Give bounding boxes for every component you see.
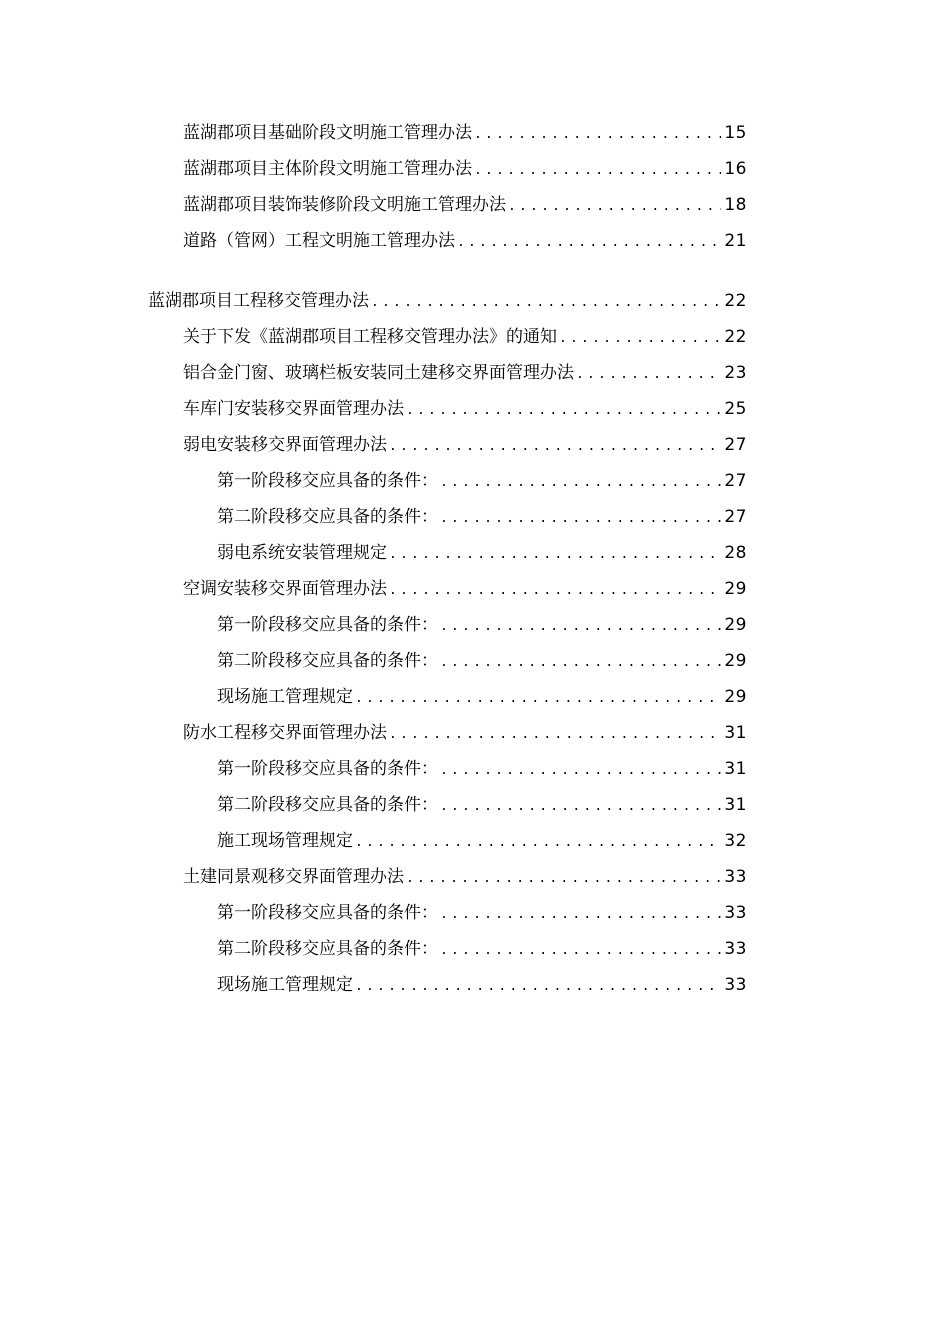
toc-dot-leader [389,537,721,573]
toc-dot-leader [355,969,721,1005]
toc-dot-leader [389,717,721,753]
toc-subentry[interactable] [0,931,950,967]
toc-entry-page: 29 [724,651,747,671]
toc-subentry[interactable] [0,463,950,499]
toc-dot-leader [457,225,721,261]
toc-entry-title: 现场施工管理规定 [217,975,353,995]
toc-entry[interactable] [0,151,950,187]
toc-entry[interactable] [0,859,950,895]
toc-entry-page: 33 [724,867,747,887]
toc-entry-title: 弱电安装移交界面管理办法 [183,435,387,455]
toc-dot-leader [474,117,721,153]
toc-dot-leader [355,681,721,717]
toc-entry-title: 第二阶段移交应具备的条件： [217,507,438,527]
toc-entry-title: 蓝湖郡项目基础阶段文明施工管理办法 [183,123,472,143]
toc-entry-page: 29 [724,615,747,635]
toc-entry-page: 28 [724,543,747,563]
toc-entry-title: 第二阶段移交应具备的条件： [217,651,438,671]
toc-entry-title: 现场施工管理规定 [217,687,353,707]
toc-subentry[interactable] [0,679,950,715]
toc-entry[interactable] [0,355,950,391]
toc-dot-leader [440,501,721,537]
toc-entry-title: 蓝湖郡项目主体阶段文明施工管理办法 [183,159,472,179]
toc-dot-leader [440,465,721,501]
toc-dot-leader [371,285,721,321]
toc-entry-page: 15 [724,123,747,143]
toc-entry-page: 27 [724,471,747,491]
toc-entry-title: 第一阶段移交应具备的条件： [217,471,438,491]
toc-entry[interactable] [0,571,950,607]
toc-dot-leader [508,189,721,225]
toc-entry-title: 关于下发《蓝湖郡项目工程移交管理办法》的通知 [183,327,557,347]
toc-entry-page: 29 [724,687,747,707]
toc-entry-page: 21 [724,231,747,251]
toc-subentry[interactable] [0,643,950,679]
toc-dot-leader [576,357,721,393]
toc-entry-page: 32 [724,831,747,851]
toc-entry-title: 第一阶段移交应具备的条件： [217,903,438,923]
toc-dot-leader [440,789,721,825]
toc-dot-leader [440,933,721,969]
toc-dot-leader [406,861,721,897]
toc-entry-page: 27 [724,435,747,455]
toc-entry-page: 23 [724,363,747,383]
toc-entry[interactable] [0,223,950,259]
toc-entry-page: 16 [724,159,747,179]
toc-entry-title: 第一阶段移交应具备的条件： [217,615,438,635]
toc-entry-title: 空调安装移交界面管理办法 [183,579,387,599]
toc-entry-page: 33 [724,939,747,959]
toc-entry[interactable] [0,715,950,751]
toc-entry-title: 第一阶段移交应具备的条件： [217,759,438,779]
toc-dot-leader [440,645,721,681]
toc-dot-leader [474,153,721,189]
toc-entry-title: 蓝湖郡项目装饰装修阶段文明施工管理办法 [183,195,506,215]
toc-dot-leader [440,897,721,933]
toc-subentry[interactable] [0,967,950,1003]
toc-dot-leader [406,393,721,429]
toc-dot-leader [355,825,721,861]
toc-entry-title: 施工现场管理规定 [217,831,353,851]
toc-entry-page: 22 [724,291,747,311]
toc-subentry[interactable] [0,499,950,535]
toc-entry-page: 31 [724,759,747,779]
toc-entry-title: 道路（管网）工程文明施工管理办法 [183,231,455,251]
toc-subentry[interactable] [0,895,950,931]
toc-entry-page: 18 [724,195,747,215]
toc-entry-title: 弱电系统安装管理规定 [217,543,387,563]
toc-entry-title: 第二阶段移交应具备的条件： [217,939,438,959]
toc-entry[interactable] [0,115,950,151]
toc-entry-title: 第二阶段移交应具备的条件： [217,795,438,815]
toc-subentry[interactable] [0,751,950,787]
toc-subentry[interactable] [0,787,950,823]
toc-dot-leader [559,321,721,357]
table-of-contents [0,115,950,1003]
toc-dot-leader [389,573,721,609]
toc-dot-leader [440,609,721,645]
toc-entry-page: 33 [724,903,747,923]
toc-entry[interactable] [0,319,950,355]
toc-entry-title: 车库门安装移交界面管理办法 [183,399,404,419]
toc-entry-title: 蓝湖郡项目工程移交管理办法 [148,291,369,311]
toc-entry-page: 29 [724,579,747,599]
toc-entry-title: 铝合金门窗、玻璃栏板安装同土建移交界面管理办法 [183,363,574,383]
toc-entry[interactable] [0,187,950,223]
toc-entry[interactable] [0,427,950,463]
toc-entry-page: 25 [724,399,747,419]
toc-dot-leader [440,753,721,789]
toc-section-entry[interactable] [0,283,950,319]
toc-subentry[interactable] [0,823,950,859]
toc-entry-title: 防水工程移交界面管理办法 [183,723,387,743]
toc-entry[interactable] [0,391,950,427]
toc-subentry[interactable] [0,535,950,571]
toc-dot-leader [389,429,721,465]
toc-entry-page: 33 [724,975,747,995]
toc-entry-page: 22 [724,327,747,347]
toc-entry-page: 31 [724,795,747,815]
toc-entry-page: 27 [724,507,747,527]
toc-entry-page: 31 [724,723,747,743]
toc-subentry[interactable] [0,607,950,643]
toc-entry-title: 土建同景观移交界面管理办法 [183,867,404,887]
